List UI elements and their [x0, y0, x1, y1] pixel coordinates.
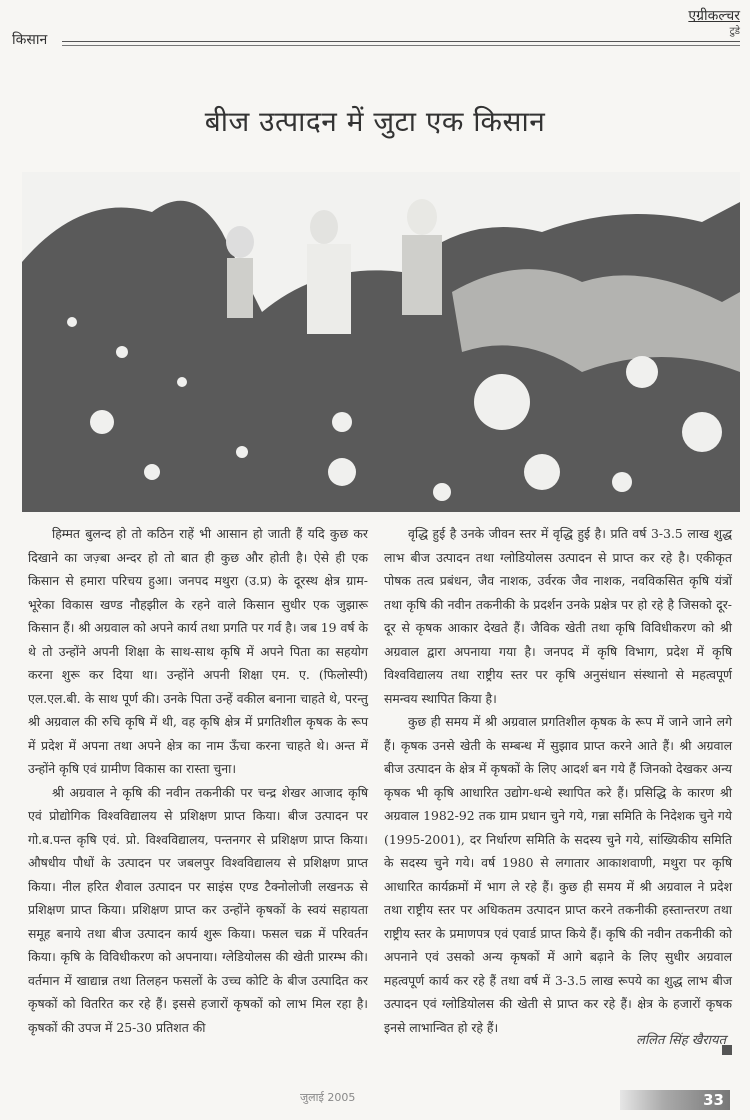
paragraph: श्री अग्रवाल ने कृषि की नवीन तकनीकी पर चन्द्र शेखर आजाद कृषि एवं प्रोद्योगिक विश्वविद्यालय से प्रशिक्षण प्राप्त किया। बीज उत्पादन पर गो.ब.पन्त कृषि एवं. प्रो. विश्वविद्यालय, पन्तनगर से प्रशिक्षण प्राप्त किया। औषधीय पौधों के उत्पादन पर जबलपुर विश्वविद्यालय से प्रशिक्षण प्राप्त किया। नील हरित शैवाल उत्पादन पर साइंस एण्ड टैक्नोलोजी लखनऊ से प्रशिक्षण प्राप्त किया। प्रशिक्षण प्राप्त कर उन्होंने कृषकों के स्वयं सहायता समूह बनाये तथा बीज उत्पादन कार्य शुरू किया। फसल चक्र में परिवर्तन किया। कृषि के विविधीकरण को अपनाया। ग्लेडियोलस की खेती प्रारम्भ की। वर्तमान में खाद्यान्न तथा तिलहन फसलों के उच्च कोटि के बीज उत्पादित कर कृषकों को वितरित कर रहे हैं। इससे हजारों कृषकों को लाभ मिल रहा है। कृषकों की उपज में 25-30 प्रतिशत की	[28, 784, 368, 1035]
paragraph: कुछ ही समय में श्री अग्रवाल प्रगतिशील कृषक के रूप में जाने जाने लगे हैं। कृषक उनसे खेती के सम्बन्ध में सुझाव प्राप्त करने आते हैं। श्री अग्रवाल बीज उत्पादन के क्षेत्र में कृषकों के लिए आदर्श बन गये हैं जिनको देखकर अन्य कृषक भी कृषि आधारित उद्योग-धन्धे स्थापित करे हैं। प्रसिद्धि के कारण श्री अग्रवाल 1982-92 तक ग्राम प्रधान चुने गये, गन्ना समिति के निदेशक चुने गये (1995-2001), दर निर्धारण समिति के सदस्य चुने गये, सांख्यिकीय समिति के सदस्य चुने गये। वर्ष 1980 से लगातार आकाशवाणी, मथुरा पर कृषि आधारित कार्यक्रमों में भाग ले रहे हैं। कुछ ही समय में श्री अग्रवाल ने प्रदेश तथा राष्ट्रीय स्तर पर अधिकतम उत्पादन प्राप्त करने तकनीकी हस्तान्तरण तथा राष्ट्रीय स्तर के प्रमाणपत्र एवं एवार्ड प्राप्त किये हैं। कृषि की नवीन तकनीकी को अपनाने एवं उसको अन्य कृषकों में आगे बढ़ाने के लिए सुधीर अग्रवाल महत्वपूर्ण कार्य कर रहे हैं तथा वर्ष में 3-3.5 लाख रूपये का शुद्ध लाभ बीज उत्पादन एवं ग्लोडियोलस की खेती से प्राप्त कर रहे हैं। क्षेत्र के हजारों कृषक इनसे लाभान्वित हो रहे हैं।	[384, 714, 732, 1035]
header-rule	[62, 41, 740, 42]
paragraph: हिम्मत बुलन्द हो तो कठिन राहें भी आसान हो जाती हैं यदि कुछ कर दिखाने का जज़्बा अन्दर हो तो बात ही कुछ और होती है। ऐसे ही एक किसान से हमारा परिचय हुआ। जनपद मथुरा (उ.प्र) के दूरस्थ क्षेत्र ग्राम-भूरेका विकास खण्ड नौहझील के रहने वाले किसान सुधीर एक जुझारू किसान हैं। श्री अग्रवाल को अपने कार्य तथा प्रगति पर गर्व है। जब 19 वर्ष के थे तो उन्होंने अपनी शिक्षा के साथ-साथ कृषि में अपने पिता का सहयोग करना शुरू कर दिया था। उन्होंने अपनी शिक्षा एम. ए. (फिलोस्पी) एल.एल.बी. के साथ पूर्ण की। उनके पिता उन्हें वकील बनाना चाहते थे, परन्तु श्री अग्रवाल की रुचि कृषि में थी, वह कृषि क्षेत्र में प्रगतिशील कृषक के रूप में प्रदेश में अपना तथा अपने क्षेत्र का नाम ऊँचा करना चाहते थे। अन्त में उन्होंने कृषि एवं ग्रामीण विकास का रास्ता चुना।	[28, 526, 368, 776]
article-column-right	[384, 522, 732, 1055]
person-3	[407, 199, 437, 235]
person-1	[226, 226, 254, 258]
person-2	[310, 210, 338, 244]
issue-date: जुलाई 2005	[300, 1091, 356, 1104]
article-photo	[22, 172, 740, 512]
magazine-brand	[688, 6, 740, 37]
page-header	[0, 0, 750, 60]
section-label: किसान	[12, 32, 48, 48]
author-byline: ललित सिंह खैरायत	[636, 1033, 726, 1048]
paragraph: वृद्धि हुई है उनके जीवन स्तर में वृद्धि हुई है। प्रति वर्ष 3-3.5 लाख शुद्ध लाभ बीज उत्पादन तथा ग्लोडियोलस उत्पादन से प्राप्त कर रहे है। एकीकृत पोषक तत्व प्रबंधन, जैव नाशक, उर्वरक जैव नाशक, नवविकसित कृषि यंत्रों तथा कृषि की नवीन तकनीकी के प्रदर्शन उनके प्रक्षेत्र पर हो रहे है जिसको दूर-दूर से कृषक आकार देखते हैं। जैविक खेती तथा कृषि विविधीकरण को श्री अग्रवाल द्वारा अपनाया गया है। जनपद में कृषि विभाग, प्रदेश में कृषि विश्वविद्यालय तथा राष्ट्रीय स्तर पर कृषि अनुसंधान संस्थानो से महत्वपूर्ण समन्वय स्थापित किया है।	[384, 526, 732, 706]
page-number: 33	[620, 1090, 730, 1110]
brand-name: एग्रीकल्चर	[688, 8, 740, 24]
header-rule-secondary	[62, 45, 740, 46]
article-title: बीज उत्पादन में जुटा एक किसान	[204, 105, 546, 138]
article-column-left	[28, 522, 368, 1039]
photo-farm-field	[22, 172, 740, 512]
brand-subtitle: टुडे	[729, 26, 740, 37]
